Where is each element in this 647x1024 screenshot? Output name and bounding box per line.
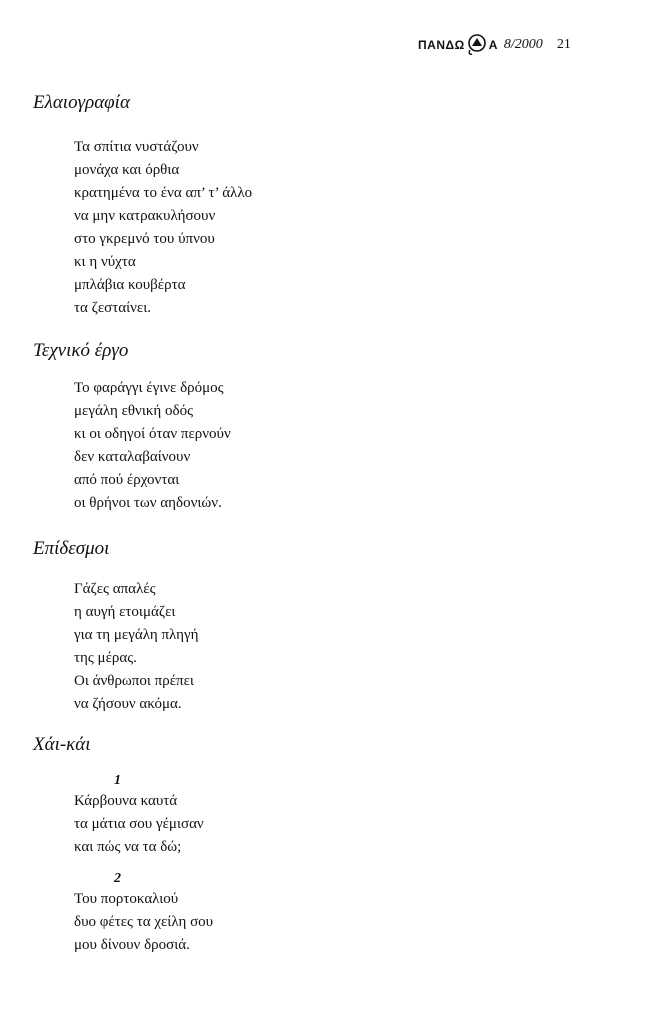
poem-line: Οι άνθρωποι πρέπει — [74, 673, 194, 689]
poem-line: από πού έρχονται — [74, 472, 180, 488]
poem-line: Το φαράγγι έγινε δρόμος — [74, 380, 224, 396]
lamp-icon — [466, 33, 488, 58]
poem-title: Τεχνικό έργο — [33, 340, 129, 361]
logo-text-right: Α — [488, 38, 498, 52]
poem-line: οι θρήνοι των αηδονιών. — [74, 495, 222, 511]
haiku-number: 2 — [114, 871, 121, 886]
poem-line: Γάζες απαλές — [74, 581, 156, 597]
poem-line: στο γκρεμνό του ύπνου — [74, 231, 215, 247]
poem-stanza — [74, 377, 231, 515]
poem-line: τα ζεσταίνει. — [74, 300, 152, 316]
poem-stanza — [74, 578, 199, 716]
poem-title: Ελαιογραφία — [33, 92, 130, 113]
poem-stanza — [74, 888, 213, 957]
poem-stanza — [74, 790, 204, 859]
poem-title: Χάι-κάι — [33, 734, 91, 755]
poem-line: κι οι οδηγοί όταν περνούν — [74, 426, 231, 442]
poem-line: μπλάβια κουβέρτα — [74, 277, 186, 293]
poem-line: κρατημένα το ένα απ’ τ’ άλλο — [74, 185, 253, 201]
poem-line: της μέρας. — [74, 650, 137, 666]
poem-line: μου δίνουν δροσιά. — [74, 937, 190, 953]
journal-logo — [418, 33, 498, 58]
poem-line: Τα σπίτια νυστάζουν — [74, 139, 199, 155]
logo-text-left: ΠΑΝΔΩ — [418, 38, 465, 52]
poem-line: να μην κατρακυλήσουν — [74, 208, 216, 224]
poem-title: Επίδεσμοι — [33, 538, 110, 559]
poem-line: δυο φέτες τα χείλη σου — [74, 914, 214, 930]
poem-line: Του πορτοκαλιού — [74, 891, 179, 907]
poem-line: για τη μεγάλη πληγή — [74, 627, 199, 643]
poem-line: Κάρβουνα καυτά — [74, 793, 178, 809]
poem-line: δεν καταλαβαίνουν — [74, 449, 191, 465]
page-number: 21 — [556, 37, 571, 52]
poem-line: να ζήσουν ακόμα. — [74, 696, 182, 712]
poem-line: και πώς να τα δώ; — [74, 839, 182, 855]
poem-stanza — [74, 136, 252, 320]
poem-line: κι η νύχτα — [74, 254, 136, 270]
poem-line: μεγάλη εθνική οδός — [74, 403, 194, 419]
issue-number: 8/2000 — [503, 37, 543, 52]
running-header — [418, 34, 571, 56]
haiku-number: 1 — [114, 773, 121, 788]
poem-line: τα μάτια σου γέμισαν — [74, 816, 204, 832]
poem-line: η αυγή ετοιμάζει — [74, 604, 176, 620]
poem-line: μονάχα και όρθια — [74, 162, 180, 178]
